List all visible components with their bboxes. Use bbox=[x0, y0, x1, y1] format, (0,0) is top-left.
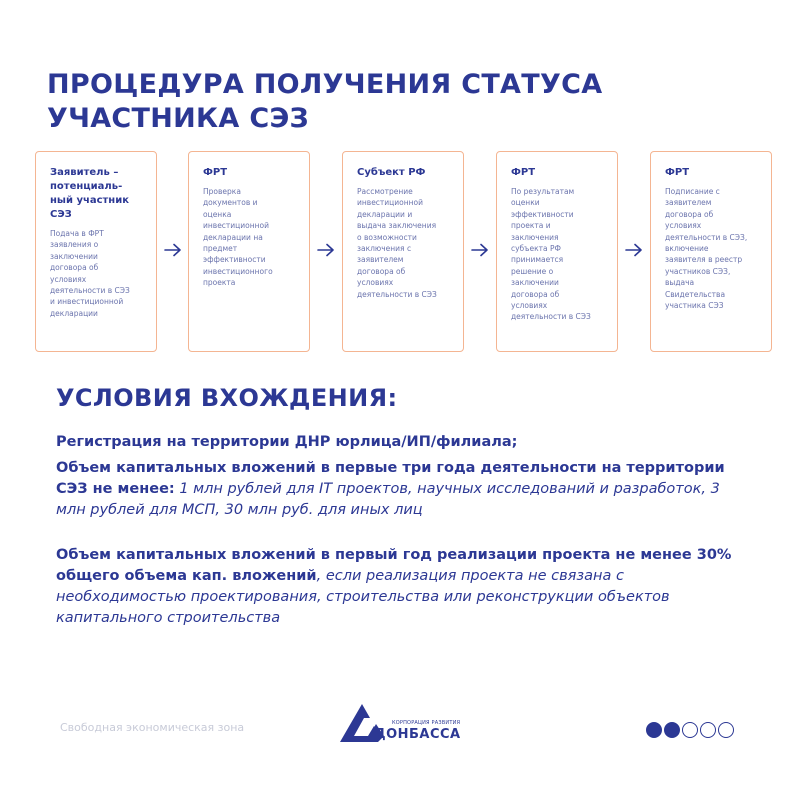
step-body: Рассмотрение инвестиционной декларации и выдача заключения о возможности заключения с заявителем договора об условиях деятельности в СЭЗ bbox=[357, 187, 437, 299]
step-card-3 bbox=[342, 151, 464, 352]
step-card-5 bbox=[650, 151, 772, 352]
step-title: Заявитель – потенциаль- ный участник СЭЗ bbox=[50, 167, 129, 220]
pagination-dot-3[interactable] bbox=[682, 722, 698, 738]
step-card-2 bbox=[188, 151, 310, 352]
step-title: Субъект РФ bbox=[357, 167, 426, 178]
pagination-dot-2[interactable] bbox=[664, 722, 680, 738]
step-body: По результатам оценки эффективности проекта и заключения субъекта РФ принимается решение о заключении договора об условиях деятельности в СЭЗ bbox=[511, 187, 591, 322]
step-card-1 bbox=[35, 151, 157, 352]
logo-title: ДОНБАССА bbox=[374, 727, 461, 742]
page-title-line-2: УЧАСТНИКА СЭЗ bbox=[47, 103, 310, 134]
step-body: Проверка документов и оценка инвестиционной декларации на предмет эффективности инвестиционного проекта bbox=[203, 187, 273, 288]
footer-caption: Свободная экономическая зона bbox=[60, 721, 245, 734]
arrow-right-icon bbox=[625, 243, 643, 257]
page-title-line-1: ПРОЦЕДУРА ПОЛУЧЕНИЯ СТАТУСА bbox=[47, 69, 603, 100]
step-body: Подача в ФРТ заявления о заключении договора об условиях деятельности в СЭЗ и инвестиционной декларации bbox=[50, 229, 130, 318]
condition-item-3 bbox=[56, 545, 746, 629]
step-body: Подписание с заявителем договора об условиях деятельности в СЭЗ, включение заявителя в реестр участников СЭЗ, выдача Свидетельства участника СЭЗ bbox=[665, 187, 748, 311]
logo-subtitle: КОРПОРАЦИЯ РАЗВИТИЯ bbox=[392, 720, 461, 726]
condition-bold-text: Объем капитальных вложений в первый год реализации проекта не менее 30% общего объема кап. вложений bbox=[56, 547, 732, 584]
step-card-4 bbox=[496, 151, 618, 352]
condition-italic-text: 1 млн рублей для IT проектов, научных исследований и разработок, 3 млн рублей для МСП, 30 млн руб. для иных лиц bbox=[56, 481, 720, 518]
pagination-dot-4[interactable] bbox=[700, 722, 716, 738]
condition-italic-text: , если реализация проекта не связана с необходимостью проектирования, строительства или реконструкции объектов капитального строительства bbox=[56, 568, 670, 626]
step-title: ФРТ bbox=[203, 167, 228, 178]
pagination-dots bbox=[646, 722, 734, 738]
arrow-right-icon bbox=[317, 243, 335, 257]
condition-item-2 bbox=[56, 458, 746, 521]
arrow-right-icon bbox=[471, 243, 489, 257]
condition-bold-text: Регистрация на территории ДНР юрлица/ИП/филиала; bbox=[56, 434, 518, 450]
conditions-heading: УСЛОВИЯ ВХОЖДЕНИЯ: bbox=[56, 384, 398, 412]
condition-bold-text: Объем капитальных вложений в первые три года деятельности на территории СЭЗ не менее: bbox=[56, 460, 725, 497]
step-title: ФРТ bbox=[511, 167, 536, 178]
page-title bbox=[47, 68, 602, 136]
step-title: ФРТ bbox=[665, 167, 690, 178]
pagination-dot-1[interactable] bbox=[646, 722, 662, 738]
pagination-dot-5[interactable] bbox=[718, 722, 734, 738]
arrow-right-icon bbox=[164, 243, 182, 257]
condition-item-1 bbox=[56, 432, 746, 453]
